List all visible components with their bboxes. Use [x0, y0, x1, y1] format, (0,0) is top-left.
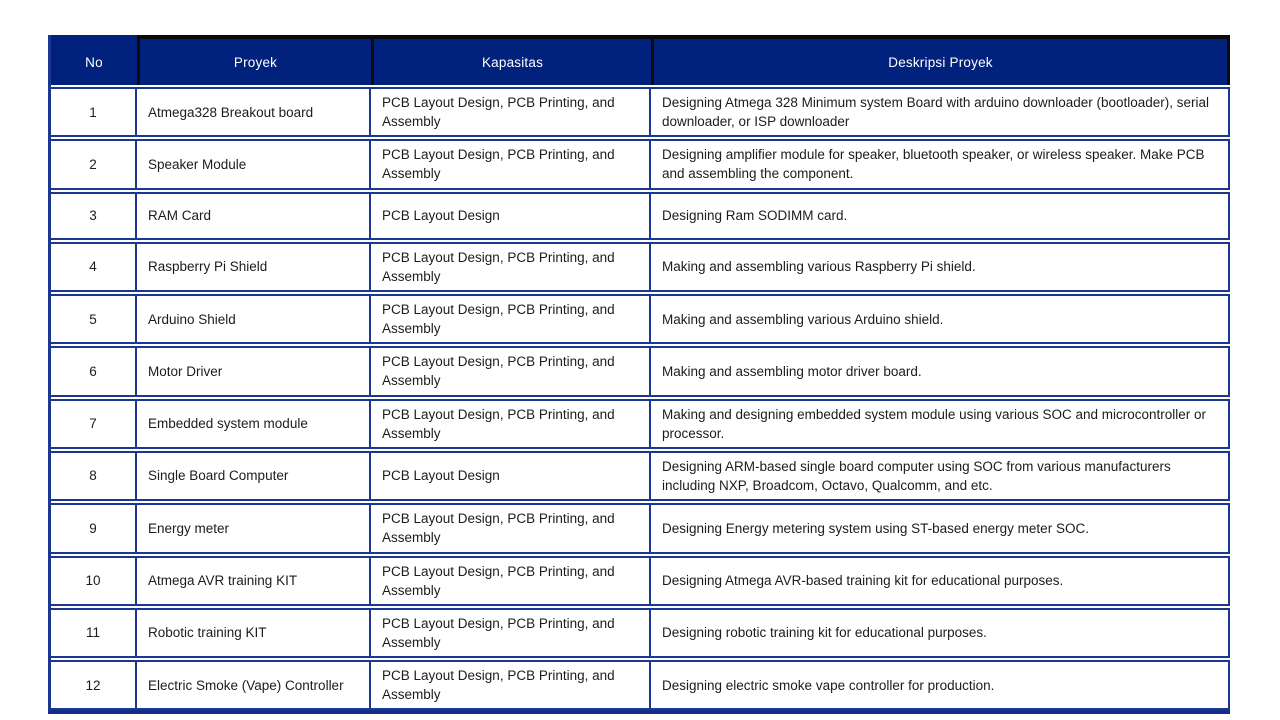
cell-deskripsi: Designing electric smoke vape controller for production. [651, 660, 1230, 710]
cell-deskripsi: Making and assembling motor driver board. [651, 346, 1230, 396]
project-table-frame [48, 35, 1230, 714]
cell-no: 2 [51, 139, 137, 189]
cell-no: 10 [51, 556, 137, 606]
cell-deskripsi: Making and assembling various Arduino shield. [651, 294, 1230, 344]
column-header-kapasitas: Kapasitas [371, 35, 651, 85]
table-row [51, 87, 1230, 137]
cell-kapasitas: PCB Layout Design, PCB Printing, and Assembly [371, 503, 651, 553]
cell-proyek: Embedded system module [137, 399, 371, 449]
column-header-proyek: Proyek [137, 35, 371, 85]
cell-deskripsi: Designing robotic training kit for educational purposes. [651, 608, 1230, 658]
cell-proyek: Single Board Computer [137, 451, 371, 501]
table-row [51, 556, 1230, 606]
table-row [51, 503, 1230, 553]
cell-proyek: Speaker Module [137, 139, 371, 189]
cell-no: 6 [51, 346, 137, 396]
column-header-no: No [51, 35, 137, 85]
table-body [51, 87, 1230, 710]
cell-kapasitas: PCB Layout Design, PCB Printing, and Assembly [371, 346, 651, 396]
table-row [51, 346, 1230, 396]
cell-no: 9 [51, 503, 137, 553]
cell-proyek: Atmega328 Breakout board [137, 87, 371, 137]
table-row [51, 660, 1230, 710]
cell-kapasitas: PCB Layout Design, PCB Printing, and Assembly [371, 660, 651, 710]
table-row [51, 139, 1230, 189]
cell-kapasitas: PCB Layout Design, PCB Printing, and Assembly [371, 399, 651, 449]
cell-kapasitas: PCB Layout Design [371, 192, 651, 240]
cell-no: 11 [51, 608, 137, 658]
cell-no: 4 [51, 242, 137, 292]
cell-no: 7 [51, 399, 137, 449]
table-row [51, 399, 1230, 449]
table-row [51, 608, 1230, 658]
cell-proyek: Raspberry Pi Shield [137, 242, 371, 292]
table-row [51, 192, 1230, 240]
cell-no: 12 [51, 660, 137, 710]
cell-proyek: RAM Card [137, 192, 371, 240]
cell-kapasitas: PCB Layout Design, PCB Printing, and Assembly [371, 556, 651, 606]
cell-proyek: Energy meter [137, 503, 371, 553]
cell-deskripsi: Designing amplifier module for speaker, bluetooth speaker, or wireless speaker. Make PCB and assembling the component. [651, 139, 1230, 189]
cell-kapasitas: PCB Layout Design, PCB Printing, and Assembly [371, 139, 651, 189]
cell-deskripsi: Designing Atmega AVR-based training kit for educational purposes. [651, 556, 1230, 606]
cell-kapasitas: PCB Layout Design, PCB Printing, and Assembly [371, 87, 651, 137]
cell-no: 1 [51, 87, 137, 137]
project-capacity-table [51, 33, 1230, 712]
cell-deskripsi: Designing ARM-based single board computer using SOC from various manufacturers including NXP, Broadcom, Octavo, Qualcomm, and etc. [651, 451, 1230, 501]
cell-kapasitas: PCB Layout Design, PCB Printing, and Assembly [371, 608, 651, 658]
cell-deskripsi: Making and assembling various Raspberry Pi shield. [651, 242, 1230, 292]
cell-no: 5 [51, 294, 137, 344]
cell-proyek: Motor Driver [137, 346, 371, 396]
cell-deskripsi: Designing Atmega 328 Minimum system Board with arduino downloader (bootloader), serial downloader, or ISP downloader [651, 87, 1230, 137]
cell-deskripsi: Designing Ram SODIMM card. [651, 192, 1230, 240]
cell-kapasitas: PCB Layout Design, PCB Printing, and Assembly [371, 242, 651, 292]
cell-no: 3 [51, 192, 137, 240]
cell-deskripsi: Making and designing embedded system module using various SOC and microcontroller or processor. [651, 399, 1230, 449]
table-row [51, 451, 1230, 501]
table-header-row [51, 35, 1230, 85]
table-row [51, 294, 1230, 344]
cell-proyek: Electric Smoke (Vape) Controller [137, 660, 371, 710]
cell-kapasitas: PCB Layout Design [371, 451, 651, 501]
cell-deskripsi: Designing Energy metering system using ST-based energy meter SOC. [651, 503, 1230, 553]
cell-kapasitas: PCB Layout Design, PCB Printing, and Assembly [371, 294, 651, 344]
column-header-deskripsi: Deskripsi Proyek [651, 35, 1230, 85]
cell-proyek: Atmega AVR training KIT [137, 556, 371, 606]
cell-no: 8 [51, 451, 137, 501]
cell-proyek: Arduino Shield [137, 294, 371, 344]
cell-proyek: Robotic training KIT [137, 608, 371, 658]
table-row [51, 242, 1230, 292]
